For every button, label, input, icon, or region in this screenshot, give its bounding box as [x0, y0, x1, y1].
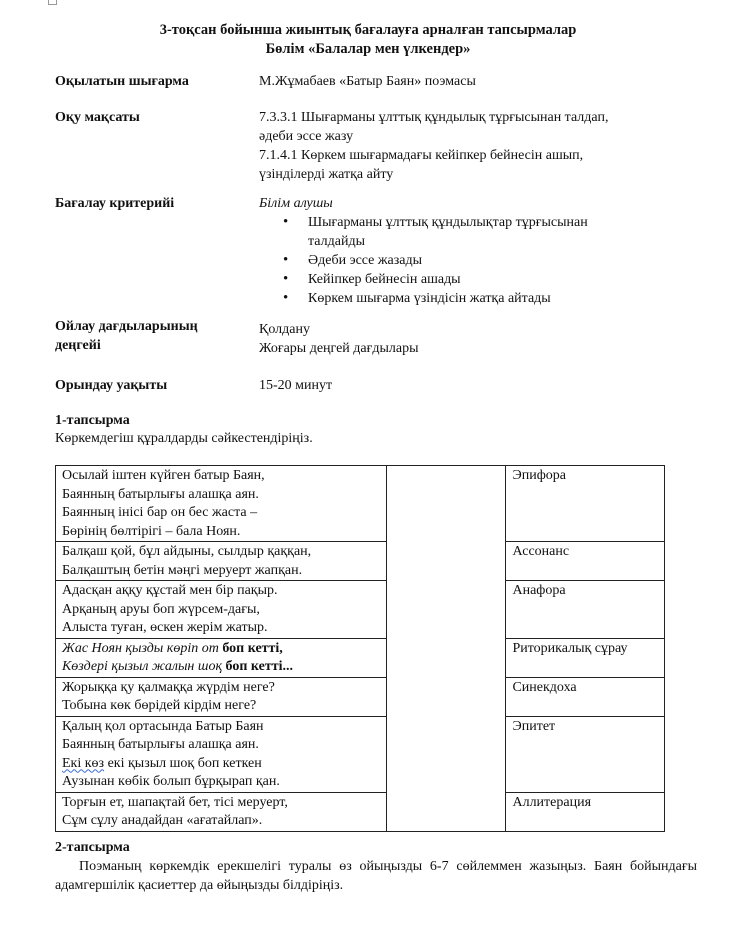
term-cell: Эпитет	[506, 716, 665, 792]
table-row	[56, 677, 665, 716]
goal-label: Оқу мақсаты	[55, 110, 140, 125]
verse-cell: Қалың қол ортасында Батыр Баян Баянның батырлығы алашқа аян. Екі көз екі қызыл шоқ боп кеткен Аузынан көбік болып бұрқырап қан.	[56, 716, 387, 792]
goal-line: 7.1.4.1 Көркем шығармадағы кейіпкер бейнесін ашып,	[259, 148, 584, 163]
thinking-value: Қолдану Жоғары деңгей дағдылары	[259, 322, 419, 356]
verse-cell: Осылай іштен күйген батыр Баян, Баянның батырлығы алашқа аян. Баянның інісі бар он бес жаста – Бөрінің бөлтірігі – бала Ноян.	[56, 466, 387, 542]
corner-mark	[48, 0, 57, 5]
matching-table	[55, 465, 665, 832]
criteria-item: • Әдеби эссе жазады	[259, 251, 679, 270]
verse-cell: Балқаш қой, бұл айдыны, сылдыр қаққан, Балқаштың бетін мәңгі меруерт жапқан.	[56, 542, 387, 581]
table-row	[56, 638, 665, 677]
thinking-label: Ойлау дағдыларының деңгейі	[55, 319, 198, 353]
term-cell: Анафора	[506, 581, 665, 639]
answer-column[interactable]	[387, 466, 506, 832]
criteria-list	[259, 213, 679, 308]
criteria-item: • Шығарманы ұлттық құндылықтар тұрғысынан талдайды	[259, 213, 679, 251]
time-value: 15-20 минут	[259, 378, 333, 393]
page-title: 3-тоқсан бойынша жиынтық бағалауға арналған тапсырмалар	[159, 22, 577, 38]
verse-cell: Торғын ет, шапақтай бет, тісі меруерт, Сұм сұлу анадайдан «ағатайлап».	[56, 792, 387, 831]
term-cell: Аллитерация	[506, 792, 665, 831]
section-title: Бөлім «Балалар мен үлкендер»	[265, 41, 471, 57]
task2-title: 2-тапсырма	[55, 840, 130, 855]
time-label: Орындау уақыты	[55, 378, 168, 393]
criteria-item: • Кейіпкер бейнесін ашады	[259, 270, 679, 289]
term-cell: Ассонанс	[506, 542, 665, 581]
criteria-label: Бағалау критерийі	[55, 196, 175, 211]
goal-line: 7.3.3.1 Шығарманы ұлттық құндылық тұрғысынан талдап,	[259, 110, 609, 125]
verse-cell: Адасқан аққу құстай мен бір пақыр. Арқаның аруы боп жүрсем-дағы, Алыста туған, өскен жерім жатыр.	[56, 581, 387, 639]
table-row	[56, 716, 665, 792]
task1-title: 1-тапсырма	[55, 413, 130, 428]
criteria-value	[259, 194, 679, 308]
table-row	[56, 466, 665, 542]
verse-cell: Жас Ноян қызды көріп от боп кетті, Көздері қызыл жалын шоқ боп кетті...	[56, 638, 387, 677]
term-cell: Эпифора	[506, 466, 665, 542]
term-cell: Риторикалық сұрау	[506, 638, 665, 677]
work-label: Оқылатын шығарма	[55, 74, 189, 89]
work-value: М.Жұмабаев «Батыр Баян» поэмасы	[259, 74, 476, 89]
table-row	[56, 581, 665, 639]
goal-value	[259, 108, 679, 184]
criteria-intro: Білім алушы	[259, 196, 333, 211]
goal-line: әдеби эссе жазу	[259, 129, 354, 144]
table-row	[56, 792, 665, 831]
task1-instruction: Көркемдегіш құралдарды сәйкестендіріңіз.	[55, 431, 313, 446]
criteria-item: • Көркем шығарма үзіндісін жатқа айтады	[259, 289, 679, 308]
table-row	[56, 542, 665, 581]
verse-cell: Жорыққа қу қалмаққа жүрдім неге? Тобына көк бөрідей кірдім неге?	[56, 677, 387, 716]
task2-text: Поэманың көркемдік ерекшелігі туралы өз ойыңызды 6-7 сөйлеммен жазыңыз. Баян бойындағы адамгершілік қасиеттер да өйыңызды білдіріңіз.	[55, 859, 697, 893]
term-cell: Синекдоха	[506, 677, 665, 716]
goal-line: үзінділерді жатқа айту	[259, 167, 394, 182]
